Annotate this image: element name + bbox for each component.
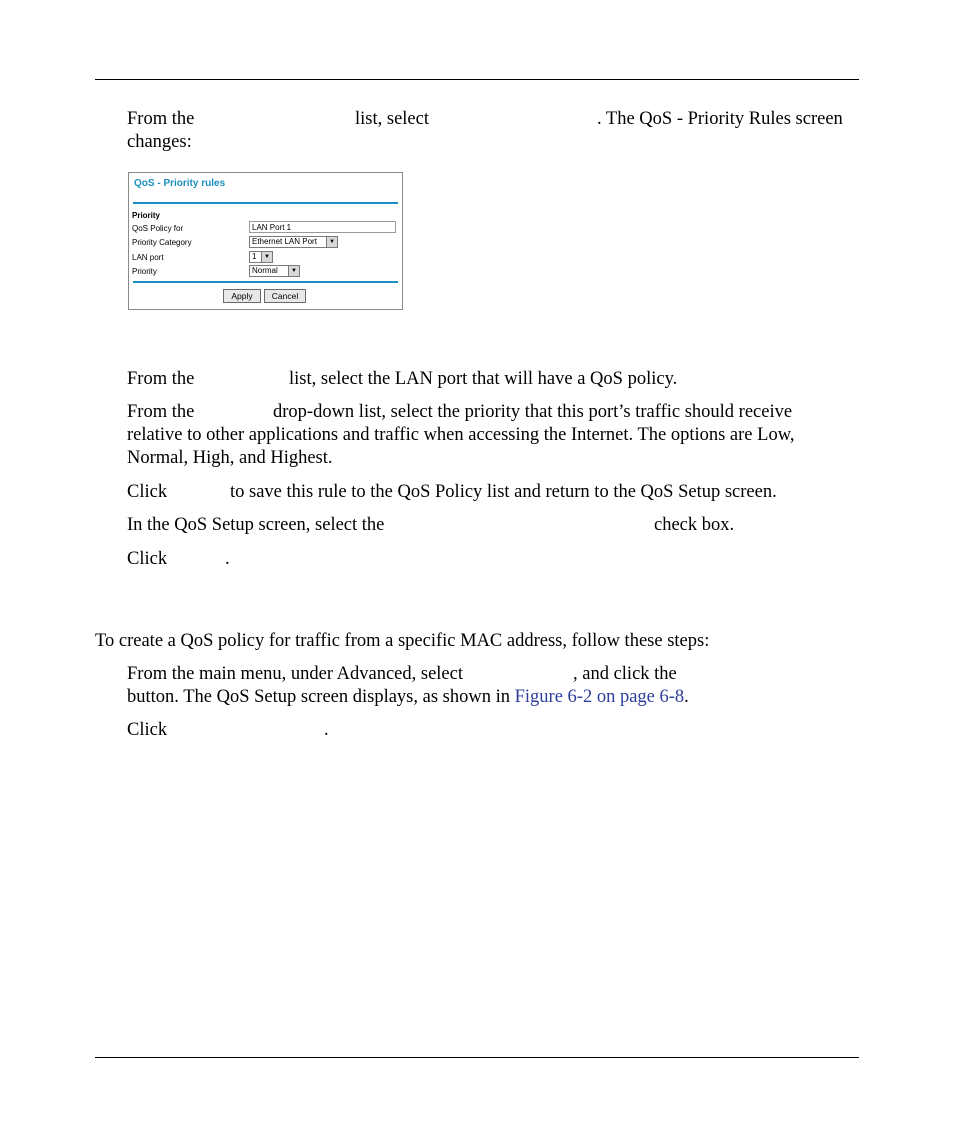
- policy-for-field[interactable]: [249, 221, 396, 233]
- cancel-button[interactable]: Cancel: [264, 289, 306, 303]
- step1-text-d: changes:: [127, 132, 192, 152]
- lan-port-select[interactable]: [249, 251, 273, 263]
- step5-text-a: In the QoS Setup screen, select the: [127, 515, 385, 535]
- step2-text-a: From the: [127, 369, 195, 389]
- figure-reference-link[interactable]: Figure 6-2 on page 6-8: [514, 687, 685, 707]
- priority-category-value: Ethernet LAN Port: [252, 237, 317, 246]
- priority-value: Normal: [252, 266, 278, 275]
- step4-text-b: to save this rule to the QoS Policy list and return to the QoS Setup screen.: [230, 482, 777, 502]
- lan-port-label: LAN port: [132, 253, 164, 262]
- priority-category-label: Priority Category: [132, 238, 192, 247]
- step2-text-b: list, select the LAN port that will have a QoS policy.: [289, 369, 678, 389]
- chevron-down-icon[interactable]: ▼: [288, 266, 299, 276]
- step3-text-a: From the: [127, 402, 195, 422]
- chevron-down-icon[interactable]: ▼: [326, 237, 337, 247]
- screenshot-title: QoS - Priority rules: [134, 178, 226, 189]
- mac-step2-text-b: .: [324, 720, 329, 740]
- step3-text-d: Normal, High, and Highest.: [127, 448, 333, 468]
- qos-priority-rules-screenshot: [128, 172, 403, 310]
- chevron-down-icon[interactable]: ▼: [261, 252, 272, 262]
- mac-step2-text-a: Click: [127, 720, 168, 740]
- step4-text-a: Click: [127, 482, 168, 502]
- header-rule: [95, 79, 859, 80]
- step1-text-c: . The QoS - Priority Rules screen: [597, 109, 843, 129]
- priority-label: Priority: [132, 267, 157, 276]
- policy-for-label: QoS Policy for: [132, 224, 184, 233]
- mac-intro-text: To create a QoS policy for traffic from a specific MAC address, follow these steps:: [95, 631, 710, 651]
- priority-select[interactable]: [249, 265, 300, 277]
- step3-text-c: relative to other applications and traffic when accessing the Internet. The options are Low,: [127, 425, 795, 445]
- step5-text-b: check box.: [654, 515, 735, 535]
- step6-text-b: .: [225, 549, 230, 569]
- policy-for-value: LAN Port 1: [252, 223, 292, 232]
- screenshot-bottom-rule: [133, 281, 398, 283]
- footer-rule: [95, 1057, 859, 1058]
- step1-text-b: list, select: [355, 109, 429, 129]
- screenshot-top-rule: [133, 202, 398, 204]
- lan-port-value: 1: [252, 252, 257, 261]
- mac-step1-line2: [127, 686, 689, 709]
- mac-step1-text-d: .: [684, 687, 689, 707]
- screenshot-section-label: Priority: [132, 211, 161, 220]
- step1-text-a: From the: [127, 109, 195, 129]
- mac-step1-text-c: button. The QoS Setup screen displays, as shown in: [127, 687, 510, 707]
- apply-button[interactable]: Apply: [223, 289, 261, 303]
- mac-step1-text-b: , and click the: [573, 664, 677, 684]
- priority-category-select[interactable]: [249, 236, 338, 248]
- mac-step1-text-a: From the main menu, under Advanced, select: [127, 664, 463, 684]
- step6-text-a: Click: [127, 549, 168, 569]
- step3-text-b: drop-down list, select the priority that this port’s traffic should receive: [273, 402, 793, 422]
